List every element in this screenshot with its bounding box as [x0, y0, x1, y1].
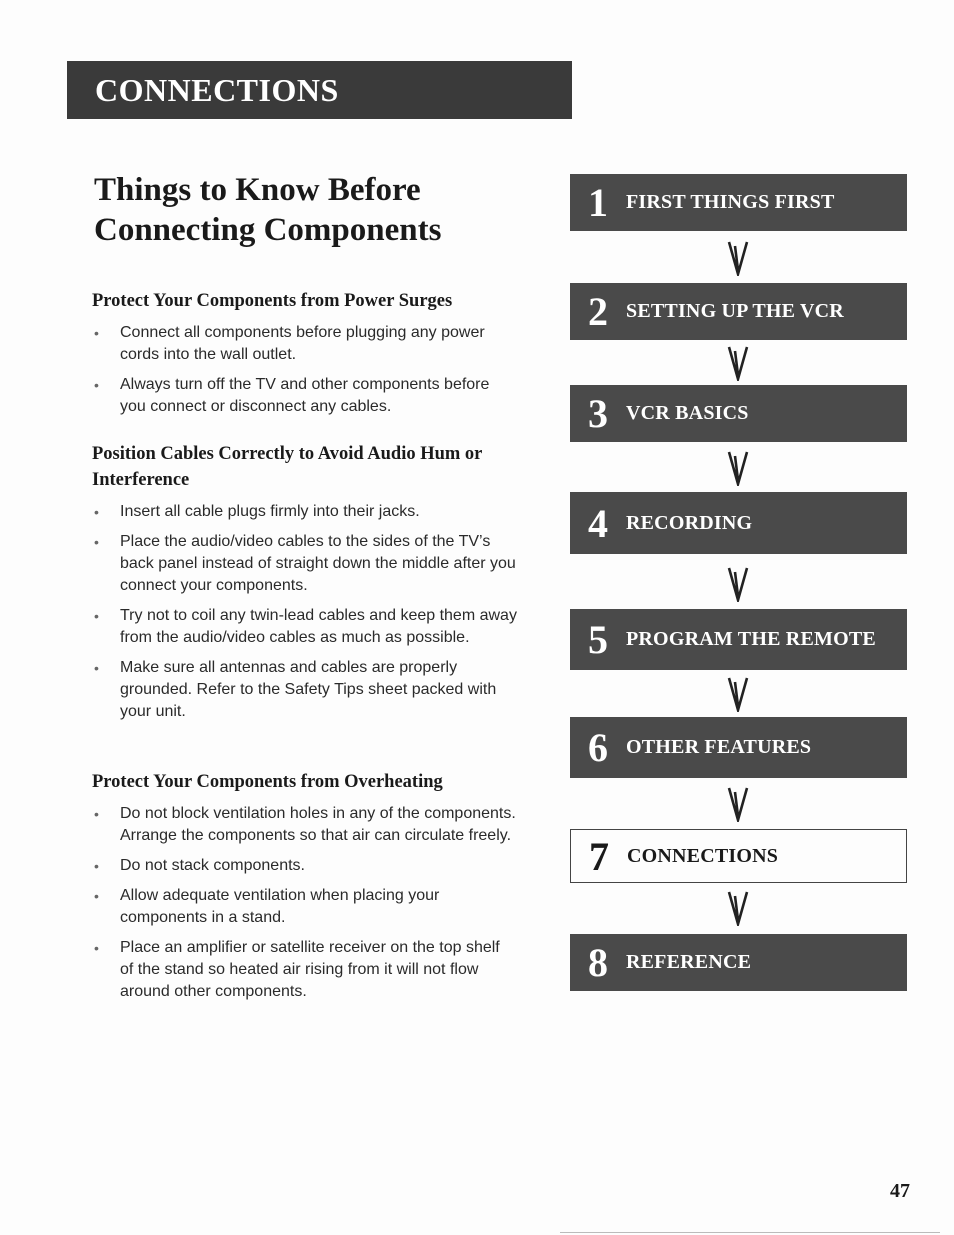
bullet-list [92, 803, 517, 1003]
chapter-step-7-current[interactable] [570, 829, 907, 883]
bullet-icon: • [94, 325, 99, 341]
bullet-icon: • [94, 888, 99, 904]
bullet-icon: • [94, 858, 99, 874]
list-item-text: Insert all cable plugs firmly into their jacks. [120, 503, 420, 520]
page-number: 47 [890, 1180, 910, 1202]
bullet-icon: • [94, 608, 99, 624]
section-power-surges [92, 288, 517, 426]
chapter-navigation [570, 0, 910, 1235]
list-item-text: Do not stack components. [120, 857, 305, 874]
chapter-label: CONNECTIONS [627, 844, 779, 867]
down-arrow-icon [726, 890, 750, 926]
page-title-line-2: Connecting Components [94, 212, 442, 248]
list-item [92, 531, 517, 597]
bullet-icon: • [94, 940, 99, 956]
section-overheating [92, 769, 517, 1011]
list-item [92, 803, 517, 847]
list-item-text: Place the audio/video cables to the sides of the TV’s back panel instead of straight down the middle after you connect your components. [120, 533, 516, 594]
chapter-number: 8 [588, 940, 608, 985]
list-item-text: Try not to coil any twin-lead cables and keep them away from the audio/video cables as much as possible. [120, 607, 517, 646]
list-item [92, 885, 517, 929]
down-arrow-icon [726, 786, 750, 822]
chapter-label: PROGRAM THE REMOTE [626, 628, 876, 650]
page-title [94, 170, 554, 250]
chapter-number: 7 [589, 833, 609, 879]
chapter-step-6[interactable] [570, 717, 907, 778]
chapter-step-8[interactable] [570, 934, 907, 991]
chapter-number: 5 [588, 617, 608, 662]
list-item-text: Make sure all antennas and cables are properly grounded. Refer to the Safety Tips sheet packed with your unit. [120, 659, 497, 720]
footer-divider [560, 1232, 940, 1233]
bullet-icon: • [94, 660, 99, 676]
down-arrow-icon [726, 240, 750, 276]
section-heading: Position Cables Correctly to Avoid Audio Hum or Interference [92, 444, 483, 490]
bullet-icon: • [94, 504, 99, 520]
section-audio-hum [92, 441, 517, 731]
bullet-list [92, 501, 517, 723]
down-arrow-icon [726, 450, 750, 486]
page-title-line-1: Things to Know Before [94, 172, 421, 208]
chapter-step-3[interactable] [570, 385, 907, 442]
section-heading: Protect Your Components from Power Surges [92, 291, 453, 311]
chapter-label: VCR BASICS [626, 402, 749, 424]
chapter-number: 3 [588, 391, 608, 436]
list-item [92, 855, 517, 877]
chapter-label: FIRST THINGS FIRST [626, 191, 835, 213]
list-item [92, 657, 517, 723]
list-item [92, 322, 517, 366]
section-banner: CONNECTIONS [67, 61, 572, 119]
chapter-step-4[interactable] [570, 492, 907, 554]
bullet-icon: • [94, 377, 99, 393]
bullet-icon: • [94, 534, 99, 550]
chapter-number: 2 [588, 289, 608, 334]
bullet-icon: • [94, 806, 99, 822]
list-item-text: Place an amplifier or satellite receiver on the top shelf of the stand so heated air rising from it will not flow around other components. [120, 939, 500, 1000]
down-arrow-icon [726, 676, 750, 712]
chapter-label: OTHER FEATURES [626, 736, 812, 758]
chapter-step-2[interactable] [570, 283, 907, 340]
list-item-text: Do not block ventilation holes in any of the components. Arrange the components so that air can circulate freely. [120, 805, 516, 844]
chapter-number: 6 [588, 725, 608, 770]
list-item [92, 501, 517, 523]
list-item-text: Connect all components before plugging any power cords into the wall outlet. [120, 324, 485, 363]
list-item [92, 374, 517, 418]
chapter-number: 1 [588, 180, 608, 225]
list-item-text: Allow adequate ventilation when placing your components in a stand. [120, 887, 440, 926]
bullet-list [92, 322, 517, 418]
list-item [92, 937, 517, 1003]
section-heading: Protect Your Components from Overheating [92, 772, 443, 792]
down-arrow-icon [726, 566, 750, 602]
chapter-number: 4 [588, 500, 608, 546]
list-item-text: Always turn off the TV and other components before you connect or disconnect any cables. [120, 376, 490, 415]
down-arrow-icon [726, 345, 750, 381]
chapter-step-1[interactable] [570, 174, 907, 231]
chapter-label: SETTING UP THE VCR [626, 300, 844, 322]
chapter-label: REFERENCE [626, 951, 752, 973]
chapter-label: RECORDING [626, 511, 753, 534]
list-item [92, 605, 517, 649]
chapter-step-5[interactable] [570, 609, 907, 670]
